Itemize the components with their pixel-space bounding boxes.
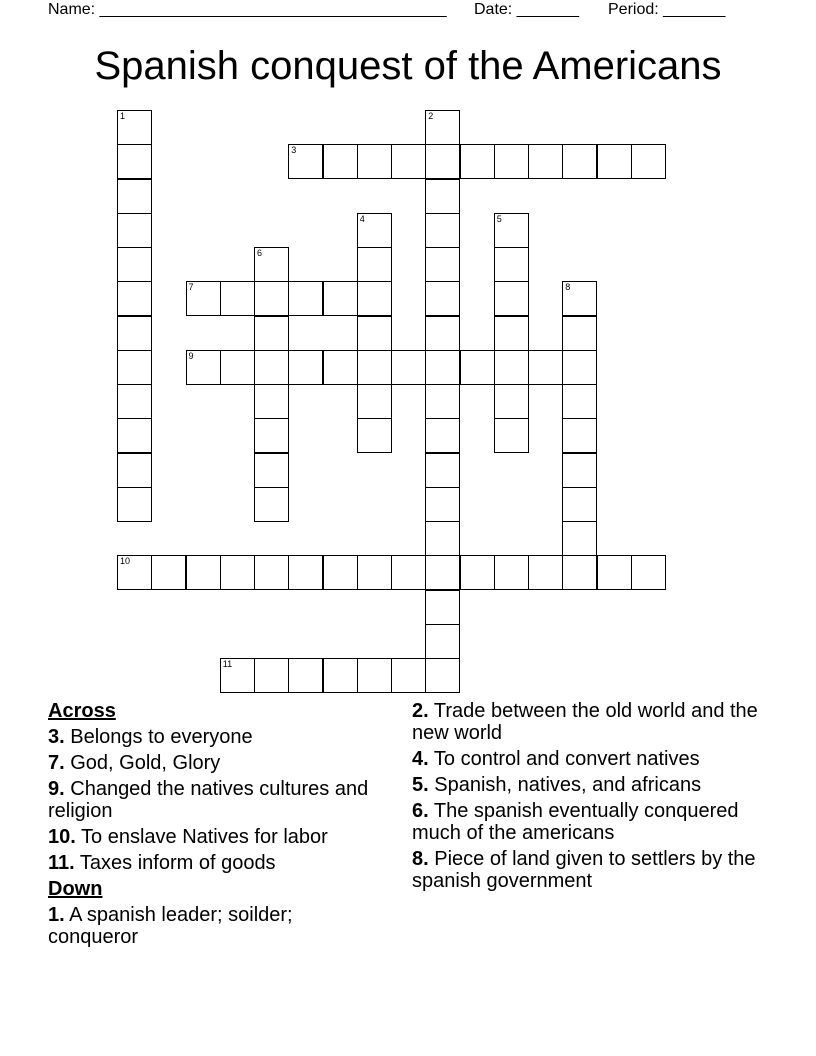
clue-text: Taxes inform of goods [79,852,276,874]
clue-number: 1 [120,111,126,121]
crossword-cell[interactable] [254,555,289,590]
crossword-cell[interactable] [562,555,597,590]
date-field[interactable]: Date: _______ [474,1,579,18]
down-heading: Down [48,878,103,900]
clue-number: 10 [120,556,131,567]
crossword-cell[interactable] [117,350,152,385]
down-clue-list [48,904,388,948]
crossword-cell[interactable] [117,418,152,453]
crossword-cell[interactable] [323,281,358,316]
crossword-cell[interactable] [254,418,289,453]
crossword-cell[interactable] [528,350,563,385]
clue-text: Belongs to everyone [70,726,253,748]
crossword-cell[interactable] [494,213,529,248]
crossword-cell[interactable] [494,384,529,419]
crossword-cell[interactable] [357,316,392,351]
crossword-cell[interactable] [186,350,221,385]
crossword-cell[interactable] [425,110,460,145]
crossword-cell[interactable] [528,144,563,179]
clue-text: Changed the natives cultures and religion [48,778,369,822]
crossword-cell[interactable] [117,281,152,316]
crossword-cell[interactable] [494,316,529,351]
clues-left-column [48,700,388,952]
page-title: Spanish conquest of the Americans [94,44,722,88]
crossword-cell[interactable] [597,144,632,179]
crossword-cell[interactable] [425,384,460,419]
crossword-cell[interactable] [323,144,358,179]
crossword-cell[interactable] [494,144,529,179]
period-field[interactable]: Period: _______ [608,1,726,18]
clue-number: 8 [565,282,571,293]
clue-number: 1. [48,904,65,926]
crossword-cell[interactable] [425,521,460,556]
crossword-cell[interactable] [460,555,495,590]
crossword-cell[interactable] [151,555,186,590]
clue [48,778,388,822]
crossword-cell[interactable] [597,555,632,590]
clues-right-column [412,700,772,896]
crossword-cell[interactable] [425,316,460,351]
crossword-cell[interactable] [562,384,597,419]
crossword-cell[interactable] [254,658,289,693]
clue-text: To control and convert natives [433,748,700,770]
crossword-cell[interactable] [425,658,460,693]
crossword-cell[interactable] [562,144,597,179]
across-heading: Across [48,700,116,722]
crossword-cell[interactable] [357,658,392,693]
crossword-cell[interactable] [391,658,426,693]
clue-number: 11. [48,852,75,874]
down-clue-list-continued [412,700,772,892]
crossword-cell[interactable] [117,555,152,590]
clue [412,748,772,770]
crossword-cell[interactable] [220,555,255,590]
crossword-cell[interactable] [117,316,152,351]
clue-number: 4 [359,213,365,224]
across-clue-list [48,726,388,874]
crossword-cell[interactable] [425,453,460,488]
clue [412,700,772,744]
crossword-cell[interactable] [391,144,426,179]
crossword-cell[interactable] [494,555,529,590]
crossword-cell[interactable] [254,281,289,316]
crossword-cell[interactable] [117,247,152,282]
crossword-cell[interactable] [220,350,255,385]
crossword-cell[interactable] [391,555,426,590]
name-field[interactable]: Name: _______________________________________ [48,1,447,18]
crossword-cell[interactable] [254,453,289,488]
clue [412,848,772,892]
crossword-cell[interactable] [425,418,460,453]
crossword-cell[interactable] [288,281,323,316]
crossword-cell[interactable] [357,418,392,453]
crossword-cell[interactable] [323,658,358,693]
clue-text: To enslave Natives for labor [81,826,328,848]
crossword-cell[interactable] [254,247,289,282]
crossword-cell[interactable] [562,316,597,351]
crossword-cell[interactable] [562,487,597,522]
clue-number: 8. [412,848,429,870]
clue [48,752,388,774]
clue-text: A spanish leader; soilder; conqueror [48,904,293,948]
crossword-cell[interactable] [425,590,460,625]
crossword-cell[interactable] [117,179,152,214]
crossword-cell[interactable] [220,281,255,316]
crossword-cell[interactable] [288,555,323,590]
crossword-cell[interactable] [562,418,597,453]
clue [48,826,388,848]
clue-number: 9. [48,778,65,800]
crossword-cell[interactable] [425,555,460,590]
clue-number: 11 [222,659,233,669]
crossword-cell[interactable] [425,281,460,316]
crossword-cell[interactable] [357,213,392,248]
clue-number: 9 [188,350,194,361]
crossword-cell[interactable] [631,144,666,179]
crossword-cell[interactable] [631,555,666,590]
clue-number: 3. [48,726,65,748]
crossword-cell[interactable] [460,350,495,385]
crossword-cell[interactable] [425,624,460,659]
crossword-cell[interactable] [117,110,152,145]
crossword-cell[interactable] [357,247,392,282]
crossword-cell[interactable] [117,487,152,522]
clue-number: 10. [48,826,76,848]
clue-number: 5. [412,774,429,796]
crossword-cell[interactable] [425,144,460,179]
crossword-cell[interactable] [288,144,323,179]
clue [48,726,388,748]
crossword-cell[interactable] [562,350,597,385]
clue-number: 4. [412,748,429,770]
crossword-cell[interactable] [186,281,221,316]
crossword-cell[interactable] [460,144,495,179]
crossword-cell[interactable] [220,658,255,693]
crossword-cell[interactable] [357,350,392,385]
clue-number: 2. [412,700,429,722]
clue-text: Spanish, natives, and africans [434,774,702,796]
clue-text: The spanish eventually conquered much of the americans [412,800,739,844]
crossword-cell[interactable] [117,144,152,179]
clue-number: 5 [496,213,502,224]
clue-number: 2 [428,111,434,121]
crossword-cell[interactable] [391,350,426,385]
crossword-cell[interactable] [494,350,529,385]
crossword-cell[interactable] [323,350,358,385]
crossword-cell[interactable] [425,487,460,522]
crossword-cell[interactable] [494,281,529,316]
crossword-cell[interactable] [254,384,289,419]
clue-text: Piece of land given to settlers by the spanish government [412,848,756,892]
crossword-cell[interactable] [117,213,152,248]
clue-number: 3 [291,145,297,156]
crossword-cell[interactable] [562,521,597,556]
crossword-cell[interactable] [254,487,289,522]
crossword-cell[interactable] [117,384,152,419]
crossword-cell[interactable] [117,453,152,488]
crossword-cell[interactable] [494,418,529,453]
crossword-cell[interactable] [323,555,358,590]
crossword-cell[interactable] [186,555,221,590]
clue-number: 6 [257,248,263,258]
clue-number: 6. [412,800,429,822]
crossword-cell[interactable] [288,658,323,693]
crossword-cell[interactable] [425,179,460,214]
crossword-cell[interactable] [254,316,289,351]
crossword-cell[interactable] [562,281,597,316]
clue-number: 7. [48,752,65,774]
clue [48,852,388,874]
crossword-cell[interactable] [357,384,392,419]
crossword-cell[interactable] [425,350,460,385]
clue [412,774,772,796]
crossword-cell[interactable] [528,555,563,590]
crossword-cell[interactable] [357,555,392,590]
crossword-cell[interactable] [425,213,460,248]
crossword-cell[interactable] [357,281,392,316]
clue-text: Trade between the old world and the new world [412,700,758,744]
crossword-cell[interactable] [494,247,529,282]
clue [48,904,388,948]
crossword-cell[interactable] [562,453,597,488]
crossword-cell[interactable] [425,247,460,282]
clue-text: God, Gold, Glory [70,752,221,774]
crossword-cell[interactable] [288,350,323,385]
crossword-cell[interactable] [254,350,289,385]
crossword-cell[interactable] [357,144,392,179]
clue-number: 7 [188,282,194,293]
clue [412,800,772,844]
